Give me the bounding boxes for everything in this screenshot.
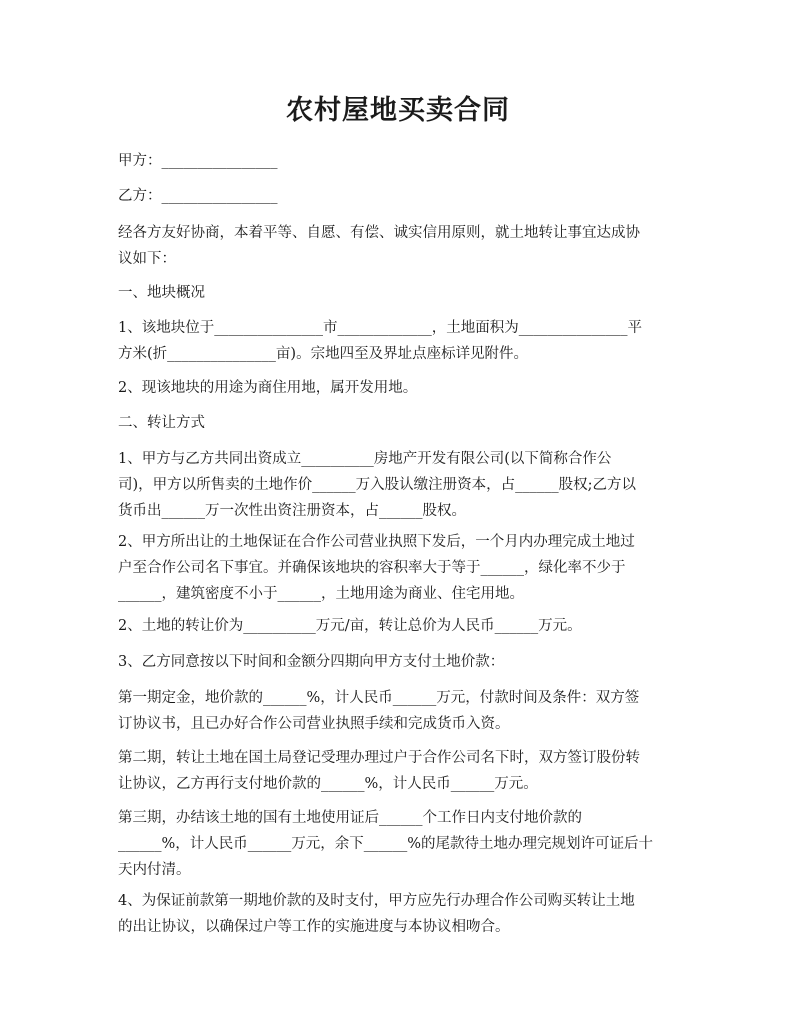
- text-line: 订协议书，且已办好合作公司营业执照手续和完成货币入资。: [118, 716, 510, 732]
- text-line: 二、转让方式: [118, 415, 205, 431]
- clause-paragraph: [118, 529, 684, 607]
- text-line: 货币出______万一次性出资注册资本，占______股权。: [118, 503, 466, 519]
- text-line: 一、地块概况: [118, 285, 205, 301]
- text-line: 的出让协议，以确保过户等工作的实施进度与本协议相吻合。: [118, 919, 510, 935]
- text-line: 1、甲方与乙方共同出资成立__________房地产开发有限公司(以下简称合作公: [118, 451, 612, 467]
- preamble-paragraph: [118, 220, 684, 272]
- text-line: 议如下：: [118, 251, 176, 267]
- text-line: 第三期，办结该土地的国有土地使用证后______个工作日内支付地价款的: [118, 810, 582, 826]
- party-a-line: [118, 148, 684, 174]
- clause-paragraph: [118, 613, 684, 639]
- text-line: 让协议，乙方再行支付地价款的______%，计人民币______万元。: [118, 776, 538, 792]
- clause-paragraph: [118, 649, 684, 675]
- section-heading-2: [118, 410, 684, 436]
- text-line: ______%，计人民币______万元，余下______%的尾款待土地办理完规划许可证后十: [118, 836, 654, 852]
- text-line: 经各方友好协商，本着平等、自愿、有偿、诚实信用原则，就土地转让事宜达成协: [118, 225, 640, 241]
- text-line: 方米(折_______________亩)。宗地四至及界址点座标详见附件。: [118, 346, 529, 362]
- party-b-line: [118, 183, 684, 209]
- text-line: 户至合作公司名下事宜。并确保该地块的容积率大于等于______，绿化率不少于: [118, 560, 626, 576]
- clause-paragraph: [118, 446, 684, 524]
- clause-paragraph: [118, 375, 684, 401]
- clause-paragraph: [118, 888, 684, 940]
- section-heading-1: [118, 280, 684, 306]
- payment-phase-1: [118, 685, 684, 737]
- text-line: 4、为保证前款第一期地价款的及时支付，甲方应先行办理合作公司购买转让土地: [118, 893, 635, 909]
- text-line: 2、现该地块的用途为商住用地，属开发用地。: [118, 380, 418, 396]
- text-line: ______，建筑密度不小于______，土地用途为商业、住宅用地。: [118, 586, 524, 602]
- text-line: 第一期定金，地价款的______%，计人民币______万元，付款时间及条件：双方签: [118, 690, 640, 706]
- text-line: 第二期，转让土地在国土局登记受理办理过户于合作公司名下时，双方签订股份转: [118, 750, 640, 766]
- payment-phase-3: [118, 805, 684, 883]
- text-line: 1、该地块位于_______________市_____________，土地面积为_______________平: [118, 320, 642, 336]
- text-line: 甲方：________________: [118, 153, 278, 169]
- document-title: 农村屋地买卖合同: [286, 95, 510, 126]
- text-line: 2、土地的转让价为__________万元/亩，转让总价为人民币______万元。: [118, 618, 582, 634]
- text-line: 司)，甲方以所售卖的土地作价______万入股认缴注册资本，占______股权;乙方以: [118, 477, 637, 493]
- text-line: 2、甲方所出让的土地保证在合作公司营业执照下发后，一个月内办理完成土地过: [118, 534, 635, 550]
- payment-phase-2: [118, 745, 684, 797]
- clause-paragraph: [118, 315, 684, 367]
- text-line: 天内付清。: [118, 862, 191, 878]
- text-line: 3、乙方同意按以下时间和金额分四期向甲方支付土地价款：: [118, 654, 505, 670]
- text-line: 乙方：________________: [118, 188, 278, 204]
